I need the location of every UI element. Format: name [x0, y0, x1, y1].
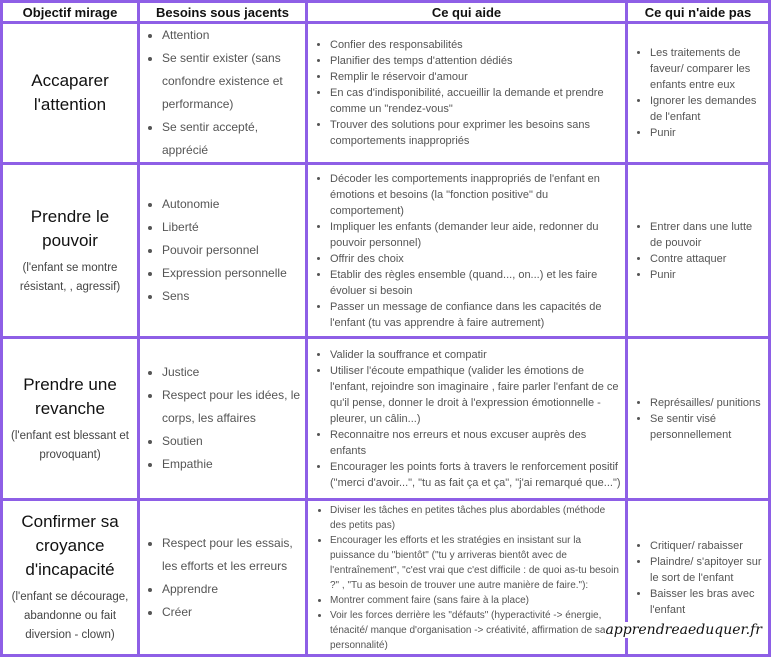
objectif-title: Accaparer l'attention [31, 71, 109, 114]
besoins-cell-list [144, 361, 301, 476]
list-item: • Justice [162, 361, 301, 384]
table-row [2, 338, 770, 500]
besoins-cell [139, 164, 307, 338]
list-item: • Diviser les tâches en petites tâches plus abordables (méthode des petits pas) [330, 503, 621, 533]
objectif-cell [2, 338, 139, 500]
aide-cell [307, 338, 627, 500]
list-item: • Sens [162, 285, 301, 308]
list-item: • Trouver des solutions pour exprimer les besoins sans comportements inappropriés [330, 117, 621, 149]
besoins-cell [139, 338, 307, 500]
list-item: • Se sentir accepté, apprécié [162, 116, 301, 162]
list-item: • Punir [650, 267, 764, 283]
list-item: • Liberté [162, 216, 301, 239]
list-item: • Soutien [162, 430, 301, 453]
list-item: • Expression personnelle [162, 262, 301, 285]
list-item: • Voir les forces derrière les "défauts" (hyperactivité -> énergie, ténacité/ manque d'organisation -> créativité, affirmation de sa personnalité) [330, 608, 621, 653]
aide-cell-list [312, 37, 621, 149]
table-row [2, 164, 770, 338]
objectif-title: Prendre le pouvoir [30, 206, 110, 250]
list-item: • Baisser les bras avec l'enfant [650, 586, 764, 618]
table-row [2, 23, 770, 164]
aide-pas-cell-list [632, 45, 764, 141]
header-aide: Ce qui aide [307, 2, 627, 23]
list-item: • Attention [162, 24, 301, 47]
list-item: • Encourager les points forts à travers le renforcement positif ("merci d'avoir...", "tu as fait ça et ça", "j'ai remarqué que...") [330, 459, 621, 491]
aide-cell [307, 23, 627, 164]
list-item: • Les traitements de faveur/ comparer les enfants entre eux [650, 45, 764, 93]
besoins-cell [139, 23, 307, 164]
list-item: • Entrer dans une lutte de pouvoir [650, 219, 764, 251]
list-item: • Plaindre/ s'apitoyer sur le sort de l'enfant [650, 554, 764, 586]
besoins-cell-list [144, 532, 301, 624]
aide-pas-cell-list [632, 395, 764, 443]
list-item: • Se sentir exister (sans confondre existence et performance) [162, 47, 301, 116]
aide-cell [307, 500, 627, 656]
list-item: • Ignorer les demandes de l'enfant [650, 93, 764, 125]
list-item: • Reconnaitre nos erreurs et nous excuser auprès des enfants [330, 427, 621, 459]
site-logo: apprendreaeduquer.fr [605, 622, 762, 638]
list-item: • Créer [162, 601, 301, 624]
objectif-cell [2, 500, 139, 656]
objectif-subtitle: (l'enfant est blessant et provoquant) [11, 429, 129, 461]
list-item: • Critiquer/ rabaisser [650, 538, 764, 554]
aide-cell-list [312, 503, 621, 653]
list-item: • Impliquer les enfants (demander leur aide, redonner du pouvoir personnel) [330, 219, 621, 251]
list-item: • Respect pour les essais, les efforts et les erreurs [162, 532, 301, 578]
aide-pas-cell [627, 338, 770, 500]
objectif-subtitle: (l'enfant se décourage, abandonne ou fait diversion - clown) [11, 591, 129, 641]
aide-cell-list [312, 347, 621, 491]
objectif-title: Prendre une revanche [23, 374, 117, 418]
aide-cell-list [312, 171, 621, 331]
list-item: • Utiliser l'écoute empathique (valider les émotions de l'enfant, rejoindre son imaginaire , faire parler l'enfant de ce qu'il pense, donner le droit à l'expression émotionnelle - pleurer, un câlin...) [330, 363, 621, 427]
header-aide-pas: Ce qui n'aide pas [627, 2, 770, 23]
aide-pas-cell-list [632, 219, 764, 283]
list-item: • Respect pour les idées, le corps, les affaires [162, 384, 301, 430]
aide-pas-cell [627, 164, 770, 338]
list-item: • Etablir des règles ensemble (quand..., on...) et les faire évoluer si besoin [330, 267, 621, 299]
list-item: • Empathie [162, 453, 301, 476]
list-item: • Punir [650, 125, 764, 141]
list-item: • Offrir des choix [330, 251, 621, 267]
list-item: • Encourager les efforts et les stratégies en insistant sur la puissance du "bientôt" ("tu y arriveras bientôt avec de l'entraînement", "c'est vrai que c'est difficile : de quoi as-tu besoin ?" , "Tu as besoin de trouver une autre manière de faire."): [330, 533, 621, 593]
list-item: • Contre attaquer [650, 251, 764, 267]
header-objectif: Objectif mirage [2, 2, 139, 23]
list-item: • Confier des responsabilités [330, 37, 621, 53]
objectif-cell [2, 23, 139, 164]
list-item: • Représailles/ punitions [650, 395, 764, 411]
aide-cell [307, 164, 627, 338]
list-item: • Remplir le réservoir d'amour [330, 69, 621, 85]
header-row [2, 2, 770, 23]
list-item: • Passer un message de confiance dans les capacités de l'enfant (tu vas apprendre à faire autrement) [330, 299, 621, 331]
header-besoins: Besoins sous jacents [139, 2, 307, 23]
objectif-title: Confirmer sa croyance d'incapacité [21, 512, 119, 579]
list-item: • Autonomie [162, 193, 301, 216]
objectif-cell [2, 164, 139, 338]
list-item: • Planifier des temps d'attention dédiés [330, 53, 621, 69]
list-item: • Apprendre [162, 578, 301, 601]
list-item: • Décoder les comportements inappropriés de l'enfant en émotions et besoins (la "fonction positive" du comportement) [330, 171, 621, 219]
besoins-cell-list [144, 24, 301, 162]
aide-pas-cell-list [632, 538, 764, 618]
aide-pas-cell [627, 23, 770, 164]
list-item: • Valider la souffrance et compatir [330, 347, 621, 363]
besoins-cell [139, 500, 307, 656]
list-item: • Se sentir visé personnellement [650, 411, 764, 443]
list-item: • Pouvoir personnel [162, 239, 301, 262]
besoins-cell-list [144, 193, 301, 308]
list-item: • En cas d'indisponibilité, accueillir la demande et prendre comme un "rendez-vous" [330, 85, 621, 117]
list-item: • Montrer comment faire (sans faire à la place) [330, 593, 621, 608]
objectif-subtitle: (l'enfant se montre résistant, , agressif) [19, 261, 121, 293]
